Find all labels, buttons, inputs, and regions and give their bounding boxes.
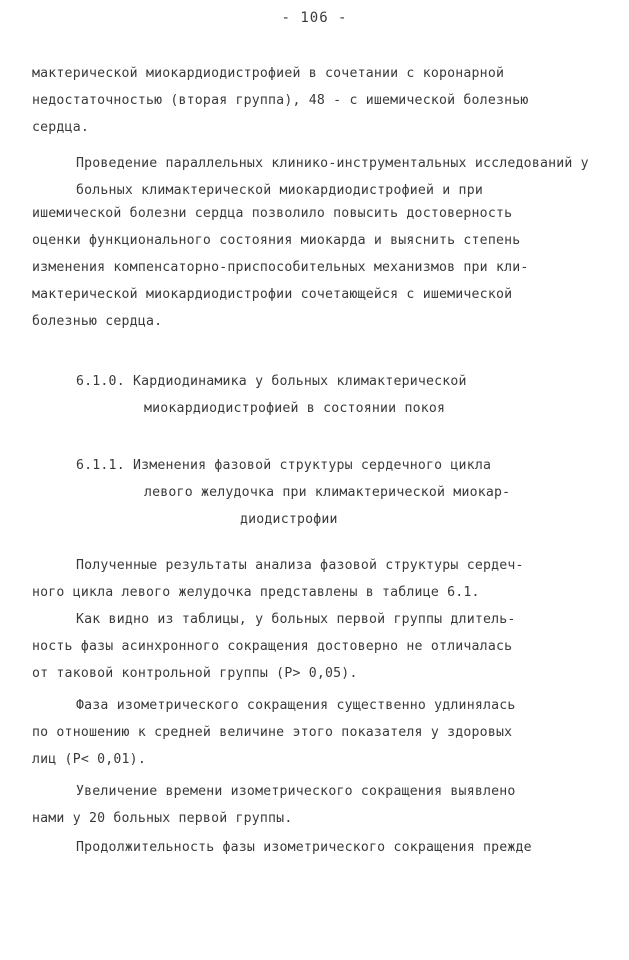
text-line: Проведение параллельных клинико-инструментальных исследований у больных климактерической миокардиодистрофией и при — [76, 156, 589, 198]
section-heading: 6.1.0. Кардиодинамика у больных климактерической — [76, 374, 467, 389]
text-line: ность фазы асинхронного сокращения достоверно не отличалась — [32, 639, 513, 654]
text-line: мактерической миокардиодистрофией в сочетании с коронарной — [32, 66, 505, 81]
text-line: ного цикла левого желудочка представлены в таблице 6.1. — [32, 585, 480, 600]
text-line: изменения компенсаторно-приспособительных механизмов при кли- — [32, 260, 529, 275]
text-line: по отношению к средней величине этого показателя у здоровых — [32, 725, 513, 740]
text-line: Увеличение времени изометрического сокращения выявлено — [76, 784, 516, 799]
text-line: Продолжительность фазы изометрического сокращения прежде — [76, 840, 532, 855]
text-line: нами у 20 больных первой группы. — [32, 811, 293, 826]
text-line: Фаза изометрического сокращения существенно удлинялась — [76, 698, 516, 713]
text-line: недостаточностью (вторая группа), 48 - с ишемической болезнью — [32, 93, 529, 108]
text-line: лиц (Р< 0,01). — [32, 752, 146, 767]
text-line: мактерической миокардиодистрофии сочетающейся с ишемической — [32, 287, 513, 302]
text-line: Как видно из таблицы, у больных первой группы длитель- — [76, 612, 516, 627]
subsection-heading: левого желудочка при климактерической миокар- — [144, 485, 511, 500]
page-number: - 106 - — [281, 10, 348, 26]
text-line: болезнью сердца. — [32, 314, 163, 329]
text-line: Полученные результаты анализа фазовой структуры сердеч- — [76, 558, 524, 573]
text-line: сердца. — [32, 120, 89, 135]
subsection-heading: 6.1.1. Изменения фазовой структуры сердечного цикла — [76, 458, 492, 473]
text-line: от таковой контрольной группы (Р> 0,05). — [32, 666, 358, 681]
text-line: ишемической болезни сердца позволило повысить достоверность — [32, 206, 513, 221]
text-line: оценки функционального состояния миокарда и выяснить степень — [32, 233, 521, 248]
subsection-heading: диодистрофии — [240, 512, 338, 527]
section-heading: миокардиодистрофией в состоянии покоя — [144, 401, 446, 416]
